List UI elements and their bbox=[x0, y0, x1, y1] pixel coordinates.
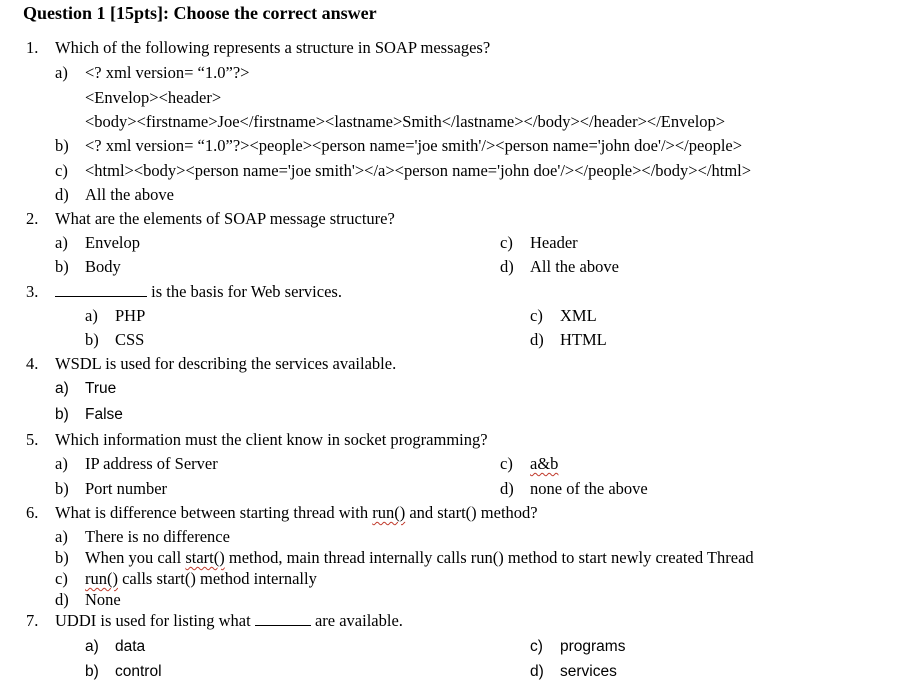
q6-d-text: None bbox=[85, 590, 121, 609]
q7-d-label: d) bbox=[530, 663, 544, 680]
q2-a-label: a) bbox=[55, 233, 68, 252]
q6-text-run: run() bbox=[372, 503, 406, 522]
q1-b-text: <? xml version= “1.0”?><people><person name='joe smith'/><person name='john doe'/></people> bbox=[85, 136, 743, 155]
q1-a-line1: <? xml version= “1.0”?> bbox=[85, 63, 250, 82]
q5-c-label: c) bbox=[500, 454, 513, 473]
q4-number: 4. bbox=[26, 354, 39, 373]
q6-number: 6. bbox=[26, 503, 39, 522]
q6-c-text-run: run() bbox=[85, 569, 118, 588]
q4-text: WSDL is used for describing the services available. bbox=[55, 354, 397, 373]
q2-d-label: d) bbox=[500, 257, 514, 276]
q3-c-text: XML bbox=[560, 306, 597, 325]
q2-d-text: All the above bbox=[530, 257, 619, 276]
q7-b-text: control bbox=[115, 663, 162, 680]
q7-number: 7. bbox=[26, 611, 39, 630]
q7-text-part2: are available. bbox=[314, 611, 403, 630]
q6-b-text-part1: When you call bbox=[85, 548, 186, 567]
q7-text-part1: UDDI is used for listing what bbox=[55, 611, 251, 630]
page-title: Question 1 [15pts]: Choose the correct answer bbox=[23, 3, 377, 23]
q2-c-label: c) bbox=[500, 233, 513, 252]
q3-d-text: HTML bbox=[560, 330, 607, 349]
q7-a-text: data bbox=[115, 638, 146, 655]
q1-a-line2: <Envelop><header> bbox=[85, 88, 222, 107]
q5-a-label: a) bbox=[55, 454, 68, 473]
q5-number: 5. bbox=[26, 430, 39, 449]
q5-b-text: Port number bbox=[85, 479, 168, 498]
q7-c-label: c) bbox=[530, 638, 543, 655]
q7-b-label: b) bbox=[85, 663, 99, 680]
q1-b-label: b) bbox=[55, 136, 69, 155]
q1-d-label: d) bbox=[55, 185, 69, 204]
q4-b-label: b) bbox=[55, 406, 69, 423]
q5-c-text: a&b bbox=[530, 454, 559, 473]
q3-a-label: a) bbox=[85, 306, 98, 325]
q5-d-label: d) bbox=[500, 479, 514, 498]
q6-c-text-part2: calls start() method internally bbox=[117, 569, 317, 588]
q2-a-text: Envelop bbox=[85, 233, 140, 252]
q3-line bbox=[55, 282, 342, 302]
q2-b-label: b) bbox=[55, 257, 69, 276]
q6-b-text-start: start() bbox=[185, 548, 225, 567]
q4-b-text: False bbox=[85, 406, 123, 423]
q6-a-label: a) bbox=[55, 527, 68, 546]
q5-text: Which information must the client know in socket programming? bbox=[55, 430, 488, 449]
q1-a-label: a) bbox=[55, 63, 68, 82]
q3-text: is the basis for Web services. bbox=[151, 282, 342, 301]
q2-text: What are the elements of SOAP message structure? bbox=[55, 209, 395, 228]
q1-text: Which of the following represents a structure in SOAP messages? bbox=[55, 38, 491, 57]
q7-c-text: programs bbox=[560, 638, 626, 655]
q3-blank bbox=[55, 282, 147, 297]
q6-a-text: There is no difference bbox=[85, 527, 230, 546]
q4-a-text: True bbox=[85, 380, 117, 397]
q6-text bbox=[55, 503, 538, 523]
q6-b-text bbox=[85, 548, 754, 568]
q3-b-label: b) bbox=[85, 330, 99, 349]
q5-a-text: IP address of Server bbox=[85, 454, 218, 473]
q7-line bbox=[55, 611, 403, 631]
q1-d-text: All the above bbox=[85, 185, 174, 204]
q6-text-part2: and start() method? bbox=[405, 503, 538, 522]
q4-a-label: a) bbox=[55, 380, 69, 397]
q2-b-text: Body bbox=[85, 257, 121, 276]
q6-d-label: d) bbox=[55, 590, 69, 609]
q1-c-text: <html><body><person name='joe smith'></a><person name='john doe'/></people></body></html> bbox=[85, 161, 752, 180]
q6-c-label: c) bbox=[55, 569, 68, 588]
q7-a-label: a) bbox=[85, 638, 99, 655]
q3-a-text: PHP bbox=[115, 306, 146, 325]
q7-blank bbox=[255, 611, 311, 626]
q5-b-label: b) bbox=[55, 479, 69, 498]
q7-d-text: services bbox=[560, 663, 617, 680]
q6-c-text bbox=[85, 569, 317, 589]
q2-number: 2. bbox=[26, 209, 39, 228]
q5-d-text: none of the above bbox=[530, 479, 648, 498]
q3-c-label: c) bbox=[530, 306, 543, 325]
q3-b-text: CSS bbox=[115, 330, 145, 349]
q3-d-label: d) bbox=[530, 330, 544, 349]
q2-c-text: Header bbox=[530, 233, 578, 252]
q3-number: 3. bbox=[26, 282, 39, 301]
q1-c-label: c) bbox=[55, 161, 68, 180]
q6-b-label: b) bbox=[55, 548, 69, 567]
q1-number: 1. bbox=[26, 38, 39, 57]
q1-a-line3: <body><firstname>Joe</firstname><lastname>Smith</lastname></body></header></Envelop> bbox=[85, 112, 726, 131]
q6-text-part1: What is difference between starting thread with bbox=[55, 503, 373, 522]
q6-b-text-part2: method, main thread internally calls run() method to start newly created Thread bbox=[224, 548, 754, 567]
